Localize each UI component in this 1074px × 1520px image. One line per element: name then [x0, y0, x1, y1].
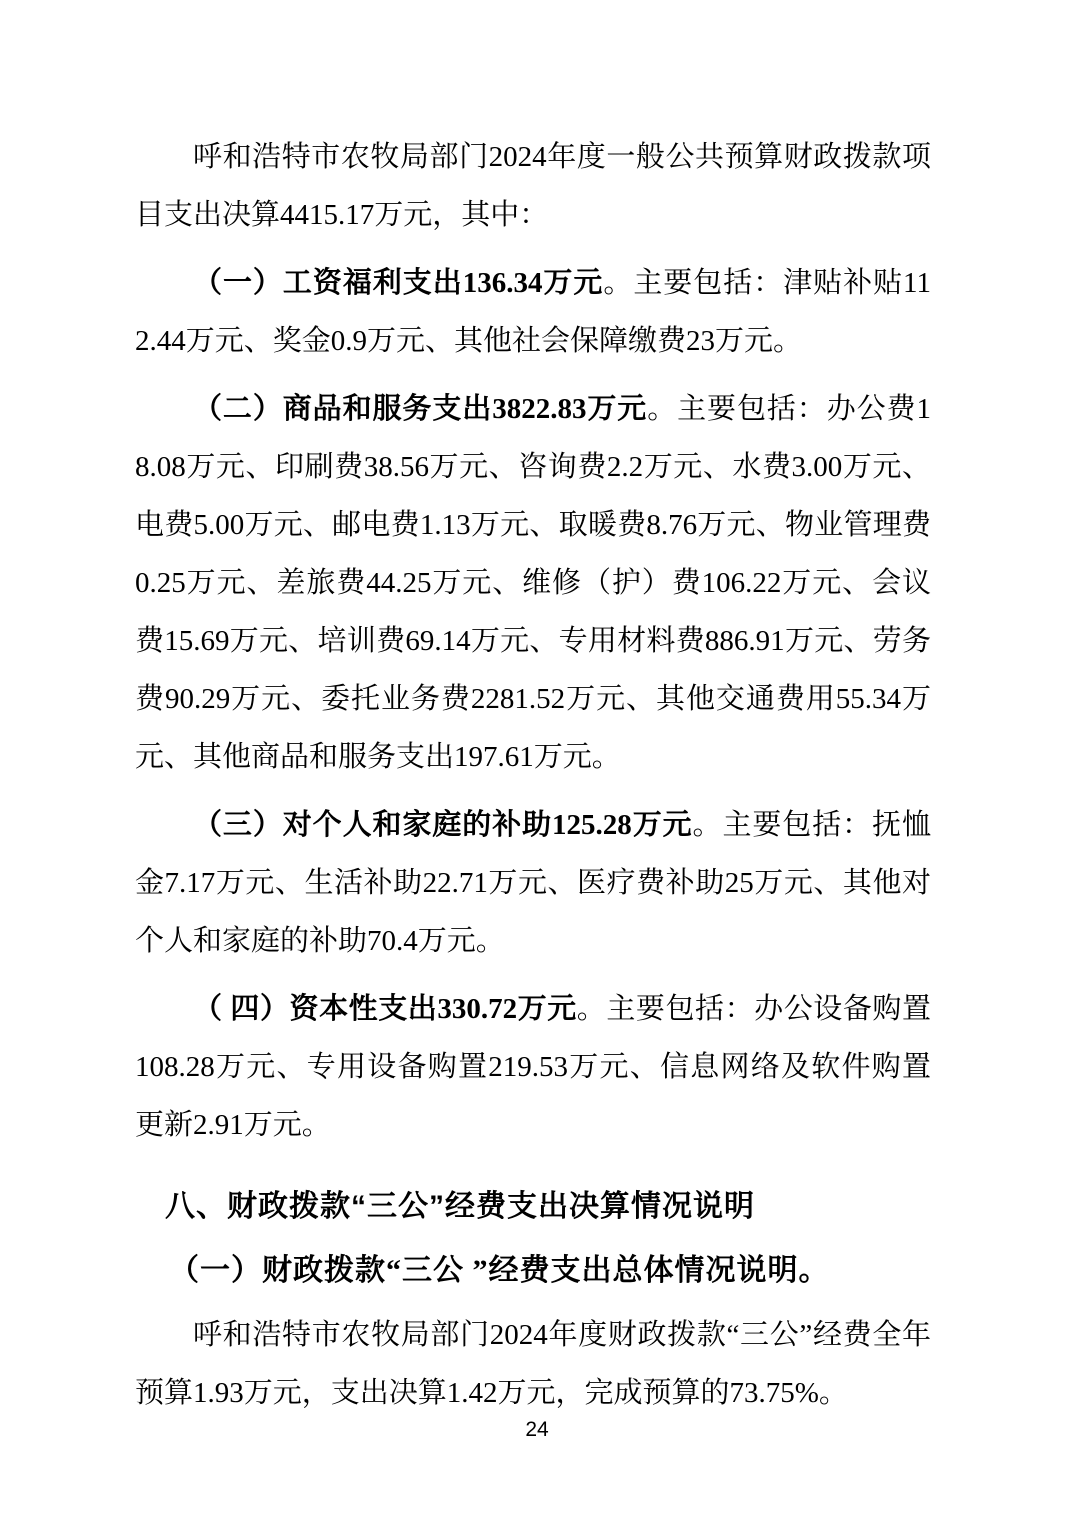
paragraph-capital-expenditure — [135, 980, 931, 1154]
paragraph-capital-expenditure-detail: 。主要包括：办公设备购置108.28万元、专用设备购置219.53万元、信息网络及软件购置更新2.91万元。 — [135, 993, 931, 1141]
paragraph-three-public-budget-result: 呼和浩特市农牧局部门2024年度财政拨款“三公”经费全年预算1.93万元，支出决算1.42万元，完成预算的73.75%。 — [135, 1319, 931, 1409]
paragraph-individual-family-subsidy-detail: 。主要包括：抚恤金7.17万元、生活补助22.71万元、医疗费补助25万元、其他对个人和家庭的补助70.4万元。 — [135, 809, 931, 957]
page-number: 24 — [525, 1418, 549, 1441]
document-content — [135, 128, 931, 1432]
paragraph-individual-family-subsidy-lead: （三）对个人和家庭的补助125.28万元 — [193, 809, 693, 841]
paragraph-individual-family-subsidy — [135, 796, 931, 970]
paragraph-capital-expenditure-lead: （ 四）资本性支出330.72万元 — [193, 993, 577, 1025]
paragraph-goods-services — [135, 380, 931, 786]
paragraph-project-expenditure-total: 呼和浩特市农牧局部门2024年度一般公共预算财政拨款项目支出决算4415.17万元，其中： — [135, 141, 931, 231]
paragraph-goods-services-lead: （二）商品和服务支出3822.83万元 — [193, 393, 648, 425]
heading-section-eight-three-public-funds: 八、财政拨款“三公”经费支出决算情况说明 — [165, 1190, 755, 1223]
paragraph-goods-services-detail: 。主要包括：办公费18.08万元、印刷费38.56万元、咨询费2.2万元、水费3.00万元、电费5.00万元、邮电费1.13万元、取暖费8.76万元、物业管理费0.25万元、差旅费44.25万元、维修（护）费106.22万元、会议费15.69万元、培训费69.14万元、专用材料费886.91万元、劳务费90.29万元、委托业务费2281.52万元、其他交通费用55.34万元、其他商品和服务支出197.61万元。 — [135, 393, 931, 773]
paragraph-salary-welfare-detail: 。主要包括：津贴补贴112.44万元、奖金0.9万元、其他社会保障缴费23万元。 — [135, 267, 931, 357]
heading-subsection-one-overall-situation: （一）财政拨款“三公 ”经费支出总体情况说明。 — [169, 1254, 830, 1287]
paragraph-salary-welfare-lead: （一）工资福利支出136.34万元 — [193, 267, 604, 299]
paragraph-salary-welfare — [135, 254, 931, 370]
